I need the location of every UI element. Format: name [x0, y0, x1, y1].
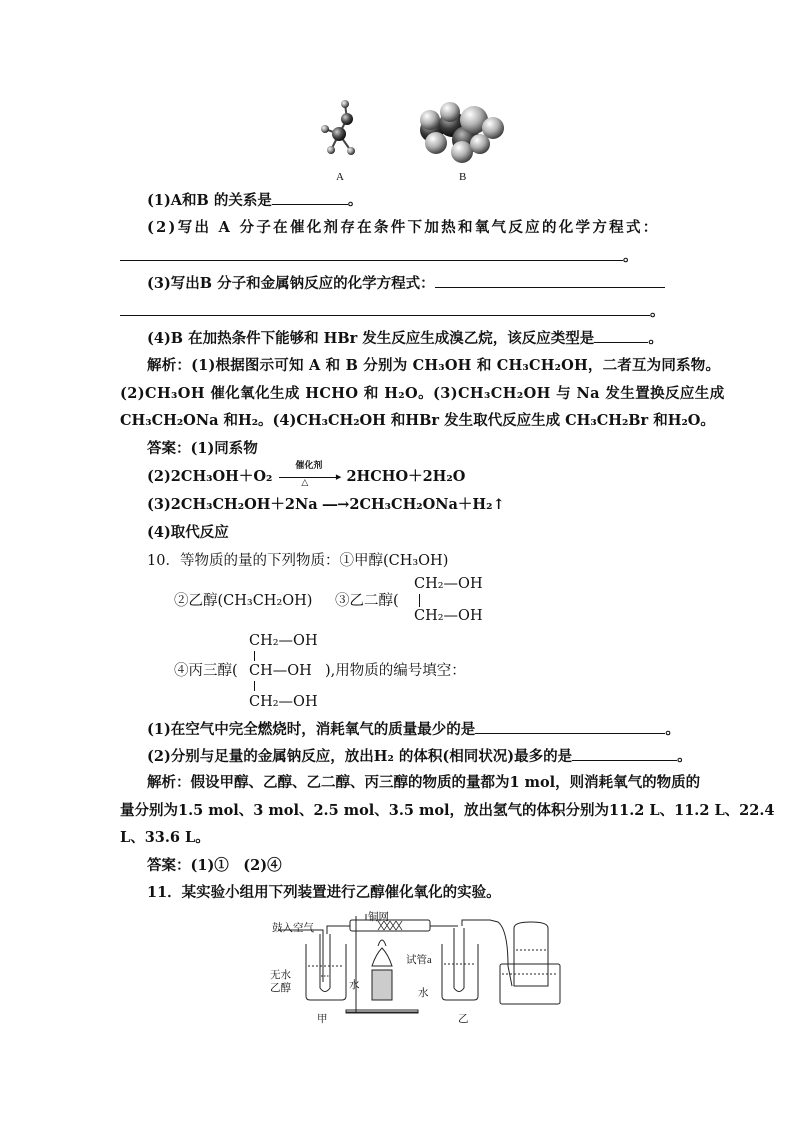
q9-part4-blank[interactable] — [594, 328, 648, 343]
q9-part2-end: 。 — [623, 248, 638, 265]
q10-item4-suffix: ),用物质的编号填空： — [325, 663, 466, 679]
q9-part2-answer-line — [120, 246, 638, 267]
label-ethanol: 乙醇 — [270, 983, 291, 994]
q10-item2: ②乙醇(CH₃CH₂OH) — [174, 593, 313, 609]
q9-part1-text: (1)A和B 的关系是 — [147, 192, 272, 209]
q9-part3-text: (3)写出B 分子和金属钠反应的化学方程式： — [147, 275, 435, 292]
q9-part4 — [147, 328, 663, 349]
q10-item3-top: CH₂—OH — [414, 576, 483, 592]
q9-part3-blank-1[interactable] — [435, 273, 665, 288]
label-yi: 乙 — [458, 1014, 469, 1025]
q10-analysis-line2: 量分别为1.5 mol、3 mol、2.5 mol、3.5 mol，放出氢气的体积分别为11.2 L、11.2 L、22.4 — [120, 802, 775, 819]
q9-equation2 — [147, 461, 466, 488]
eq2-condition-catalyst: 催化剂 — [295, 461, 323, 471]
q9-answer4: (4)取代反应 — [147, 524, 229, 541]
q10-stem: 10．等物质的量的下列物质：①甲醇(CH₃OH) — [147, 553, 449, 569]
eq2-arrow — [277, 461, 342, 488]
q10-part2-text: (2)分别与足量的金属钠反应，放出H₂ 的体积(相同状况)最多的是 — [147, 748, 573, 765]
q10-item4-bond-1 — [254, 651, 255, 661]
model-b-caption: B — [459, 171, 467, 183]
q9-analysis-line3: CH₃CH₂ONa 和H₂。(4)CH₃CH₂OH 和HBr 发生取代反应生成 CH₃CH₂Br 和H₂O。 — [120, 412, 715, 429]
q10-part2 — [147, 746, 692, 767]
q10-part1-text: (1)在空气中完全燃烧时，消耗氧气的质量最少的是 — [147, 721, 476, 738]
eq2-arrow-line — [279, 477, 337, 478]
q10-part2-blank[interactable] — [572, 746, 677, 761]
q9-part1-end: 。 — [347, 192, 363, 209]
q9-part1 — [147, 190, 362, 211]
q10-part1 — [147, 719, 680, 740]
space-filling-model-b — [416, 100, 508, 166]
q11-stem: 11．某实验小组用下列装置进行乙醇催化氧化的实验。 — [147, 884, 501, 901]
eq2-arrow-head: ▸ — [335, 470, 342, 483]
label-test-tube-a: 试管a — [406, 955, 432, 966]
q10-part1-end: 。 — [665, 721, 680, 738]
label-copper-mesh: 铜网 — [368, 912, 389, 923]
q9-part2-text: (2)写出 A 分子在催化剂存在条件下加热和氧气反应的化学方程式： — [147, 219, 660, 236]
q10-analysis-line1: 解析：假设甲醇、乙醇、乙二醇、丙三醇的物质的量都为1 mol，则消耗氧气的物质的 — [147, 774, 701, 791]
label-water-right: 水 — [418, 988, 429, 999]
q10-part2-end: 。 — [677, 748, 692, 765]
q9-part2 — [147, 218, 660, 238]
model-a-caption: A — [336, 171, 344, 183]
label-water-left: 水 — [349, 980, 360, 991]
q10-item3-bottom: CH₂—OH — [414, 608, 483, 624]
q9-part3 — [147, 273, 665, 294]
q10-item3-prefix: ③乙二醇( — [335, 593, 399, 609]
q10-item4-top: CH₂—OH — [249, 633, 318, 649]
q10-item4-bottom: CH₂—OH — [249, 694, 318, 710]
eq2-products: 2HCHO＋2H₂O — [346, 468, 466, 485]
q9-analysis-line2: (2)CH₃OH 催化氧化生成 HCHO 和 H₂O。(3)CH₃CH₂OH 与 Na 发生置换反应生成 — [120, 385, 725, 402]
label-anhydrous: 无水 — [270, 970, 291, 981]
q10-item4-prefix: ④丙三醇( — [174, 663, 238, 679]
label-blow-air: 鼓入空气 — [272, 923, 314, 934]
q9-part2-blank[interactable] — [120, 246, 623, 261]
q9-answer1: 答案：(1)同系物 — [147, 440, 258, 457]
q10-item4-mid: CH—OH — [249, 663, 312, 679]
q9-analysis-line1: 解析：(1)根据图示可知 A 和 B 分别为 CH₃OH 和 CH₃CH₂OH，二者互为同系物。 — [147, 357, 721, 374]
q9-part1-blank[interactable] — [272, 190, 348, 205]
ball-stick-model-a — [315, 96, 365, 164]
eq2-reactants: (2)2CH₃OH＋O₂ — [147, 468, 273, 485]
q9-part4-text: (4)B 在加热条件下能够和 HBr 发生反应生成溴乙烷，该反应类型是 — [147, 330, 595, 347]
q9-part3-end: 。 — [650, 303, 665, 320]
q10-analysis-line3: L、33.6 L。 — [120, 829, 210, 846]
q10-part1-blank[interactable] — [475, 719, 665, 734]
q9-equation3: (3)2CH₃CH₂OH＋2Na ―→2CH₃CH₂ONa＋H₂↑ — [147, 496, 505, 513]
label-jia: 甲 — [317, 1014, 328, 1025]
q10-item4-bond-2 — [254, 681, 255, 691]
eq2-condition-heat: △ — [301, 478, 309, 488]
q10-answer: 答案：(1)① (2)④ — [147, 857, 282, 874]
q9-part4-end: 。 — [648, 330, 663, 347]
q9-part3-blank-2[interactable] — [120, 301, 650, 316]
q9-part3-answer-line — [120, 301, 665, 322]
